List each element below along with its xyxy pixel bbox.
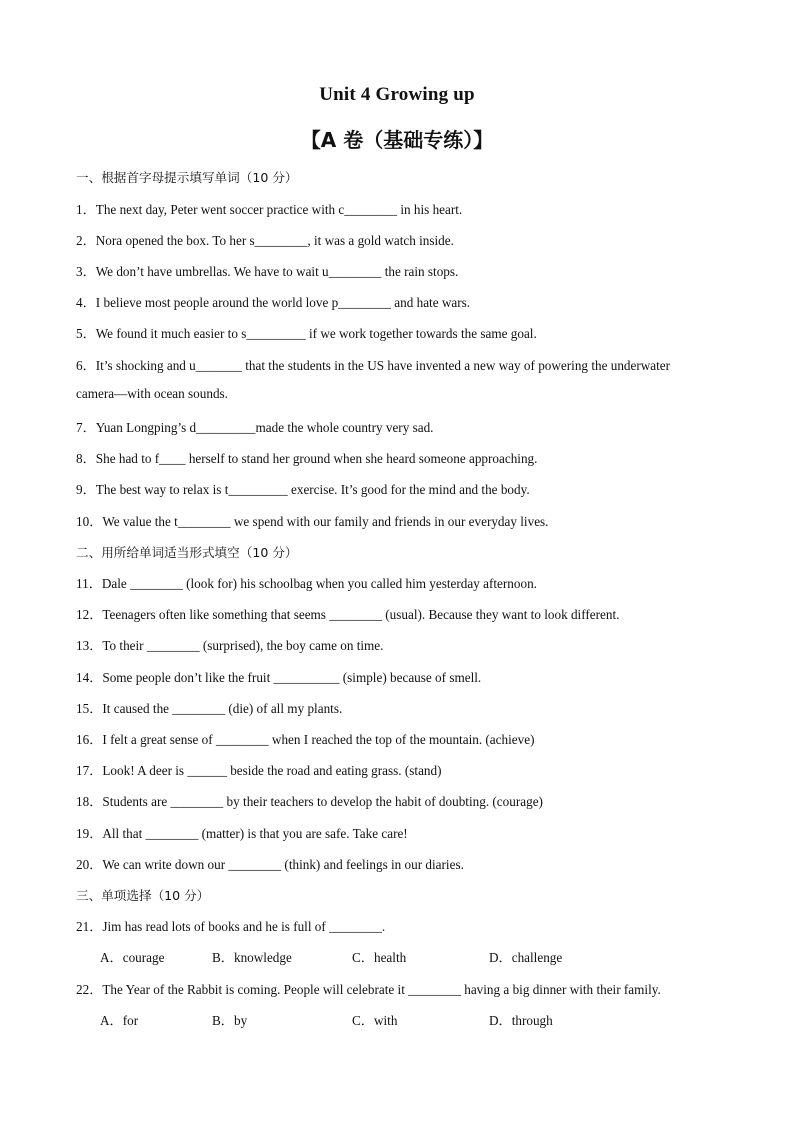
question-22: 22．The Year of the Rabbit is coming. People will celebrate it ________ having a big dinner with their family. [76, 982, 661, 997]
question-6: 6．It’s shocking and u_______ that the students in the US have invented a new way of powering the underwater [76, 358, 671, 373]
question-7: 7．Yuan Longping’s d_________made the whole country very sad. [76, 420, 434, 435]
question-21: 21．Jim has read lots of books and he is full of ________. [76, 919, 386, 934]
question-8: 8．She had to f____ herself to stand her ground when she heard someone approaching. [76, 451, 538, 466]
question-17: 17．Look! A deer is ______ beside the road and eating grass. (stand) [76, 763, 442, 778]
option-a[interactable]: A．courage [100, 950, 165, 965]
page-title: Unit 4 Growing up [319, 84, 475, 105]
section-heading-1: 一、根据首字母提示填写单词（10 分） [76, 170, 298, 185]
question-22-options [100, 1010, 620, 1028]
section-heading-2: 二、用所给单词适当形式填空（10 分） [76, 545, 298, 560]
question-2: 2．Nora opened the box. To her s________, it was a gold watch inside. [76, 233, 454, 248]
option-d[interactable]: D．challenge [489, 950, 563, 965]
question-20: 20．We can write down our ________ (think) and feelings in our diaries. [76, 857, 464, 872]
question-14: 14．Some people don’t like the fruit __________ (simple) because of smell. [76, 670, 482, 685]
question-16: 16．I felt a great sense of ________ when I reached the top of the mountain. (achieve) [76, 732, 535, 747]
option-c[interactable]: C．with [352, 1013, 398, 1028]
question-3: 3．We don’t have umbrellas. We have to wait u________ the rain stops. [76, 264, 459, 279]
question-5: 5．We found it much easier to s_________ if we work together towards the same goal. [76, 326, 537, 341]
option-d[interactable]: D．through [489, 1013, 553, 1028]
question-19: 19．All that ________ (matter) is that you are safe. Take care! [76, 826, 408, 841]
question-13: 13．To their ________ (surprised), the boy came on time. [76, 638, 384, 653]
question-11: 11．Dale ________ (look for) his schoolbag when you called him yesterday afternoon. [76, 576, 537, 591]
option-a[interactable]: A．for [100, 1013, 139, 1028]
question-10: 10．We value the t________ we spend with our family and friends in our everyday lives. [76, 514, 549, 529]
page-subtitle: 【A 卷（基础专练）】 [300, 128, 494, 152]
question-12: 12．Teenagers often like something that seems ________ (usual). Because they want to look different. [76, 607, 620, 622]
question-4: 4．I believe most people around the world love p________ and hate wars. [76, 295, 471, 310]
question-15: 15．It caused the ________ (die) of all my plants. [76, 701, 343, 716]
question-9: 9．The best way to relax is t_________ exercise. It’s good for the mind and the body. [76, 482, 530, 497]
option-b[interactable]: B．knowledge [212, 950, 292, 965]
option-c[interactable]: C．health [352, 950, 407, 965]
question-21-options [100, 947, 620, 965]
section-heading-3: 三、单项选择（10 分） [76, 888, 210, 903]
option-b[interactable]: B．by [212, 1013, 248, 1028]
question-6-continued: camera—with ocean sounds. [76, 386, 228, 401]
question-18: 18．Students are ________ by their teachers to develop the habit of doubting. (courage) [76, 794, 543, 809]
question-1: 1．The next day, Peter went soccer practice with c________ in his heart. [76, 202, 463, 217]
